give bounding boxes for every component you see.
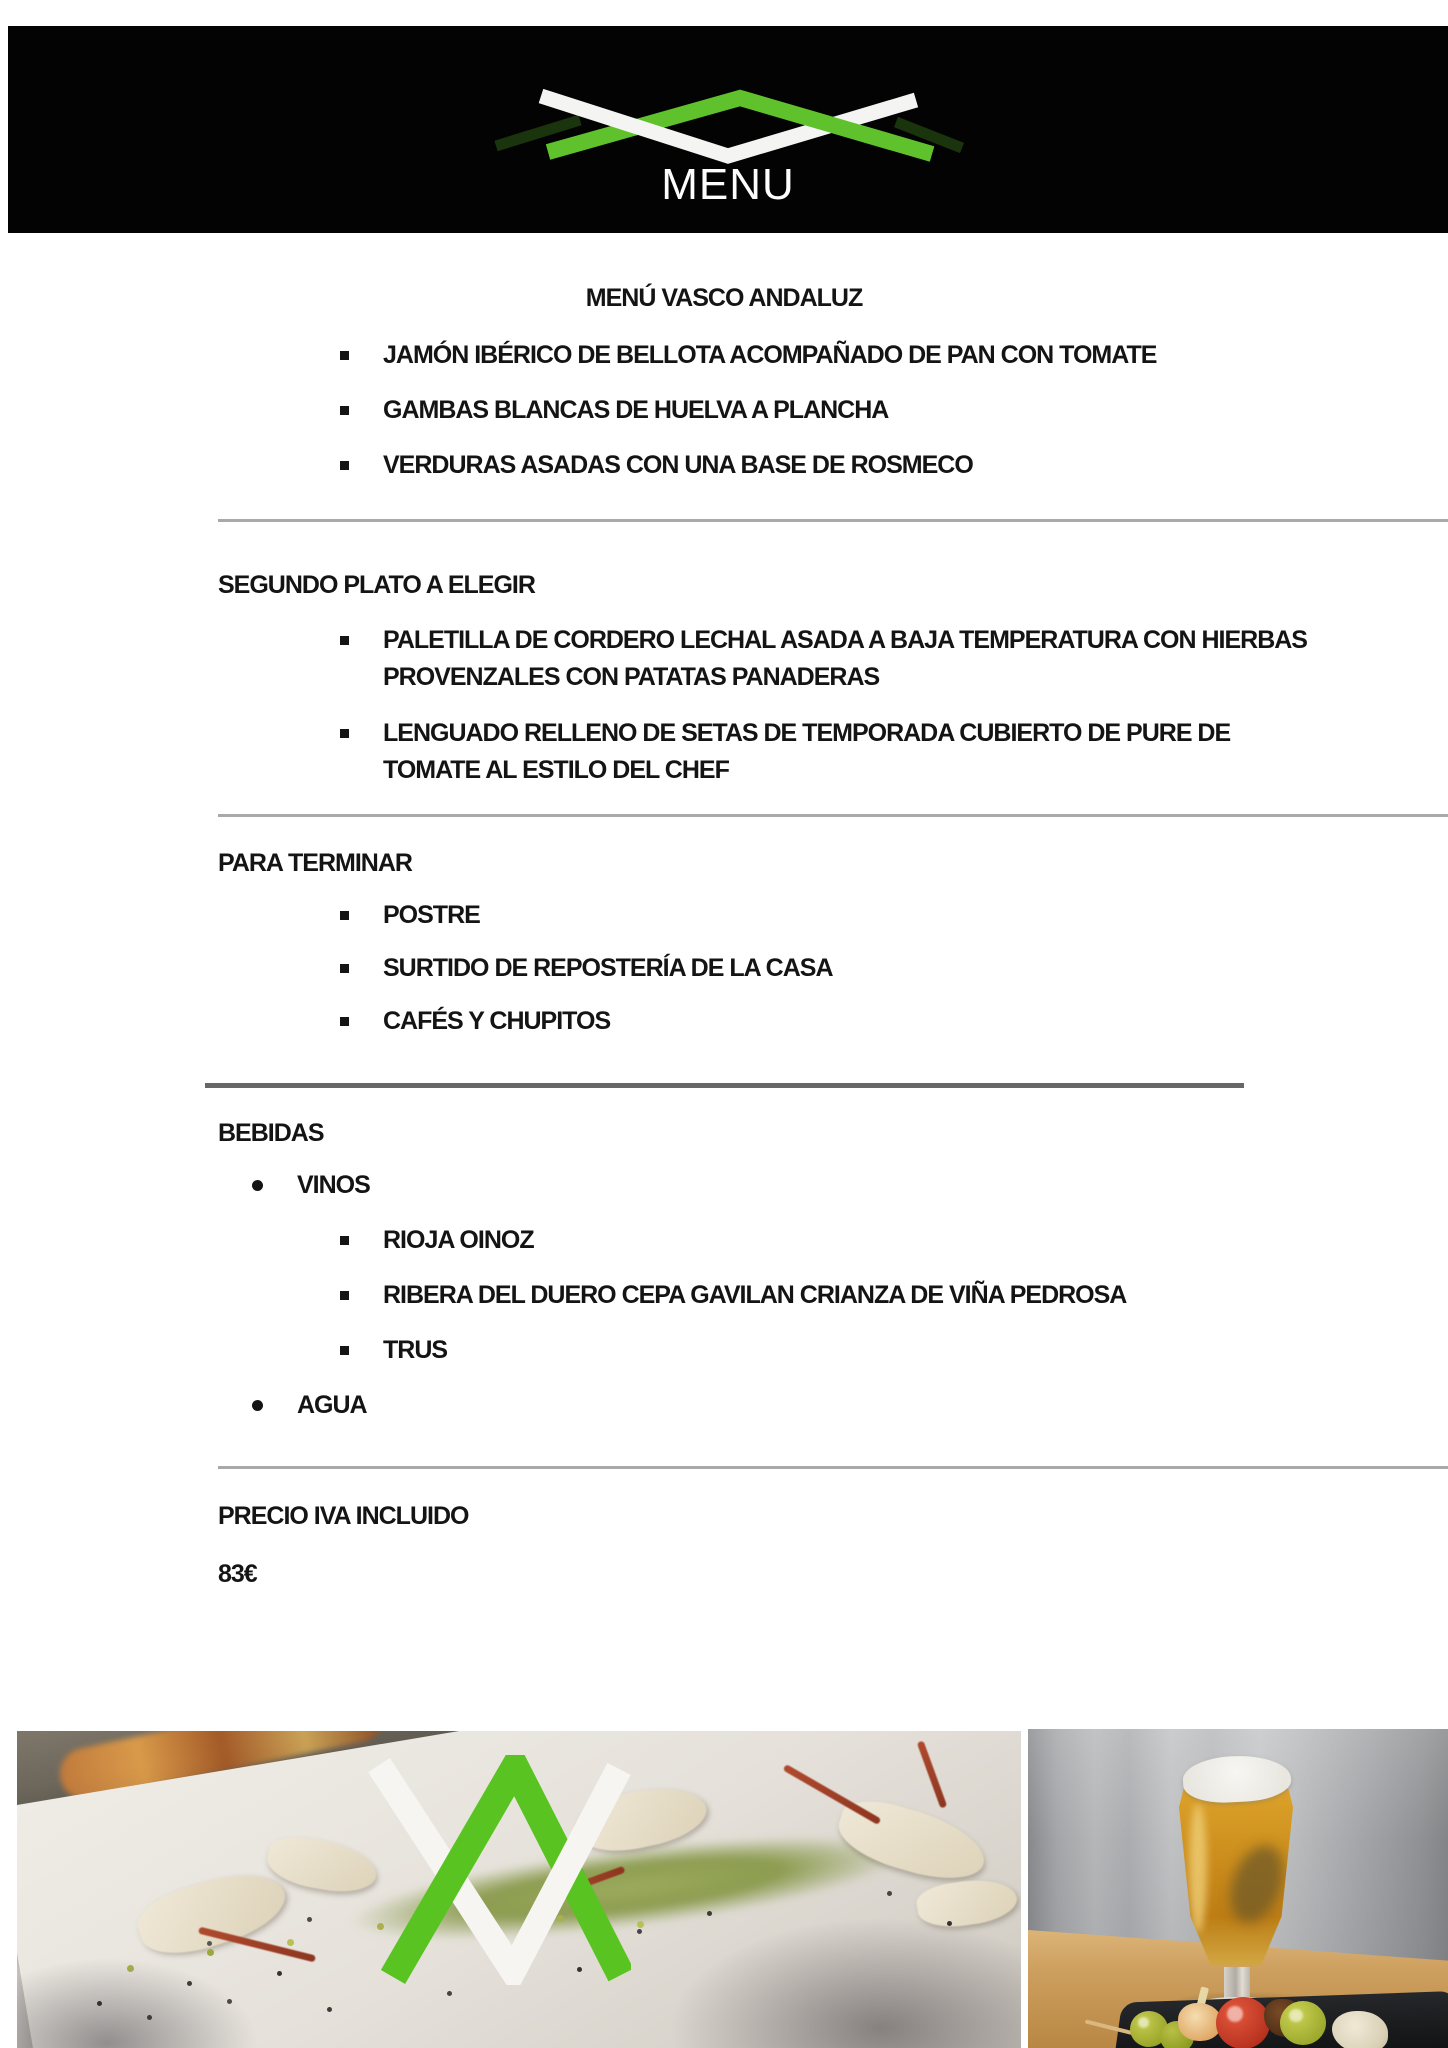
drink-group-vinos [297, 1167, 370, 1204]
second-course-item-label: LENGUADO RELLENO DE SETAS DE TEMPORADA CUBIERTO DE PURE DE TOMATE AL ESTILO DEL CHEF [383, 719, 1231, 784]
starter-item-label: GAMBAS BLANCAS DE HUELVA A PLANCHA [383, 396, 889, 424]
starter-item [383, 337, 1156, 374]
wine-item [383, 1222, 534, 1259]
wine-item-label: RIOJA OINOZ [383, 1226, 534, 1254]
brand-logo-icon [488, 88, 968, 170]
dessert-item-label: CAFÉS Y CHUPITOS [383, 1007, 611, 1035]
starter-item [383, 447, 973, 484]
starter-item [383, 392, 888, 429]
section-heading-para-terminar: PARA TERMINAR [218, 849, 412, 877]
glass-highlight [1189, 1803, 1207, 1933]
wine-item-label: RIBERA DEL DUERO CEPA GAVILAN CRIANZA DE VIÑA PEDROSA [383, 1281, 1127, 1309]
price-amount: 83€ [218, 1560, 257, 1588]
header-banner [8, 26, 1448, 233]
cherry-tomato [1216, 1997, 1270, 2048]
dish-photo [17, 1731, 1021, 2048]
wine-item [383, 1332, 447, 1369]
bullet-square-icon [340, 1017, 349, 1026]
bullet-square-icon [340, 911, 349, 920]
wine-item-label: TRUS [383, 1336, 448, 1364]
bullet-square-icon [340, 729, 349, 738]
beer-photo [1028, 1729, 1448, 2048]
bullet-square-icon [340, 636, 349, 645]
dessert-item [383, 1003, 610, 1040]
section-heading-bebidas: BEBIDAS [218, 1119, 324, 1147]
second-course-item [383, 715, 1333, 789]
brand-logo-overlay-icon [367, 1755, 631, 1985]
dessert-item-label: POSTRE [383, 901, 480, 929]
bullet-square-icon [340, 406, 349, 415]
drink-group-label: VINOS [297, 1171, 370, 1199]
bullet-square-icon [340, 964, 349, 973]
starter-item-label: JAMÓN IBÉRICO DE BELLOTA ACOMPAÑADO DE PAN CON TOMATE [383, 341, 1157, 369]
page-title: MENÚ VASCO ANDALUZ [585, 284, 863, 312]
dessert-item [383, 950, 833, 987]
starter-item-label: VERDURAS ASADAS CON UNA BASE DE ROSMECO [383, 451, 973, 479]
bullet-dot-icon [252, 1180, 263, 1191]
banner-menu-title: MENU [661, 160, 795, 209]
drink-group-label: AGUA [297, 1391, 367, 1419]
section-divider [218, 1466, 1448, 1469]
bullet-dot-icon [252, 1400, 263, 1411]
section-heading-second-course: SEGUNDO PLATO A ELEGIR [218, 571, 535, 599]
second-course-item-label: PALETILLA DE CORDERO LECHAL ASADA A BAJA TEMPERATURA CON HIERBAS PROVENZALES CON PATATAS PANADERAS [383, 626, 1307, 691]
bullet-square-icon [340, 1291, 349, 1300]
second-course-item [383, 622, 1423, 696]
wine-item [383, 1277, 1126, 1314]
dessert-item-label: SURTIDO DE REPOSTERÍA DE LA CASA [383, 954, 833, 982]
section-divider [218, 519, 1448, 522]
section-divider-dark [205, 1083, 1244, 1088]
olive [1280, 2001, 1326, 2045]
section-divider [218, 814, 1448, 817]
bullet-square-icon [340, 1346, 349, 1355]
bullet-square-icon [340, 1236, 349, 1245]
drink-group-agua [297, 1387, 367, 1424]
dessert-item [383, 897, 480, 934]
bullet-square-icon [340, 351, 349, 360]
bullet-square-icon [340, 461, 349, 470]
price-note: PRECIO IVA INCLUIDO [218, 1502, 469, 1530]
